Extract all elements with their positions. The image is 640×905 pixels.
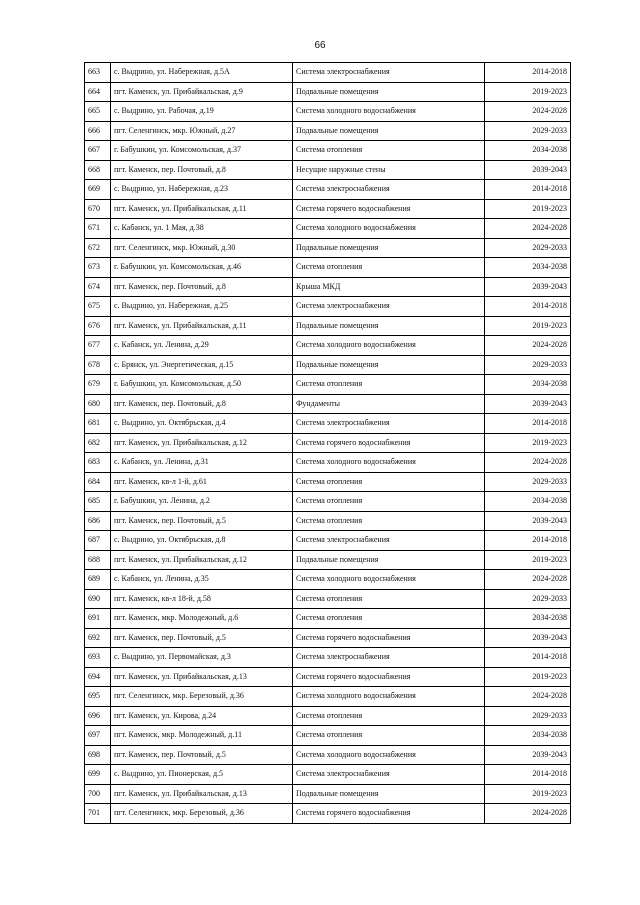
row-number: 673	[85, 258, 111, 278]
row-number: 687	[85, 531, 111, 551]
row-number: 684	[85, 472, 111, 492]
row-period: 2024-2028	[485, 687, 571, 707]
registry-table	[84, 62, 571, 824]
row-address: с. Выдрино, ул. Первомайская, д.3	[111, 648, 293, 668]
row-period: 2039-2043	[485, 277, 571, 297]
row-address: пгт. Каменск, пер. Почтовый, д.5	[111, 628, 293, 648]
table-row	[85, 492, 571, 512]
table-row	[85, 687, 571, 707]
table-body	[85, 63, 571, 824]
row-period: 2034-2038	[485, 375, 571, 395]
row-period: 2034-2038	[485, 726, 571, 746]
row-work-type: Система отопления	[293, 726, 485, 746]
row-work-type: Система холодного водоснабжения	[293, 336, 485, 356]
row-work-type: Система отопления	[293, 472, 485, 492]
row-work-type: Система отопления	[293, 511, 485, 531]
row-number: 697	[85, 726, 111, 746]
row-address: пгт. Селенгинск, мкр. Березовый, д.36	[111, 804, 293, 824]
row-period: 2029-2033	[485, 472, 571, 492]
row-number: 667	[85, 141, 111, 161]
row-number: 694	[85, 667, 111, 687]
row-address: пгт. Каменск, кв-л 18-й, д.58	[111, 589, 293, 609]
table-row	[85, 531, 571, 551]
row-address: с. Кабанск, ул. Ленина, д.29	[111, 336, 293, 356]
row-address: с. Выдрино, ул. Набережная, д.23	[111, 180, 293, 200]
table-row	[85, 570, 571, 590]
row-work-type: Система отопления	[293, 141, 485, 161]
row-work-type: Подвальные помещения	[293, 316, 485, 336]
row-period: 2029-2033	[485, 706, 571, 726]
row-address: с. Выдрино, ул. Октябрьская, д.8	[111, 531, 293, 551]
row-work-type: Система холодного водоснабжения	[293, 687, 485, 707]
row-period: 2029-2033	[485, 589, 571, 609]
row-address: пгт. Каменск, кв-л 1-й, д.61	[111, 472, 293, 492]
row-address: с. Кабанск, ул. Ленина, д.35	[111, 570, 293, 590]
row-address: г. Бабушкин, ул. Комсомольская, д.50	[111, 375, 293, 395]
row-work-type: Система холодного водоснабжения	[293, 745, 485, 765]
row-period: 2019-2023	[485, 667, 571, 687]
row-address: пгт. Каменск, пер. Почтовый, д.5	[111, 745, 293, 765]
table-row	[85, 433, 571, 453]
table-row	[85, 63, 571, 83]
row-period: 2014-2018	[485, 531, 571, 551]
row-number: 675	[85, 297, 111, 317]
row-work-type: Фундаменты	[293, 394, 485, 414]
table-row	[85, 648, 571, 668]
table-row	[85, 180, 571, 200]
table-row	[85, 667, 571, 687]
table-row	[85, 277, 571, 297]
row-number: 674	[85, 277, 111, 297]
row-number: 699	[85, 765, 111, 785]
row-period: 2019-2023	[485, 199, 571, 219]
row-address: пгт. Селенгинск, мкр. Южный, д.27	[111, 121, 293, 141]
row-period: 2034-2038	[485, 258, 571, 278]
row-address: пгт. Каменск, ул. Прибайкальская, д.11	[111, 316, 293, 336]
row-period: 2024-2028	[485, 570, 571, 590]
row-number: 666	[85, 121, 111, 141]
table-row	[85, 102, 571, 122]
table-row	[85, 414, 571, 434]
row-address: пгт. Селенгинск, мкр. Березовый, д.36	[111, 687, 293, 707]
page-number: 66	[314, 40, 326, 51]
row-number: 688	[85, 550, 111, 570]
row-number: 664	[85, 82, 111, 102]
row-period: 2034-2038	[485, 492, 571, 512]
row-work-type: Система отопления	[293, 258, 485, 278]
row-work-type: Система холодного водоснабжения	[293, 570, 485, 590]
row-work-type: Система отопления	[293, 609, 485, 629]
row-address: пгт. Каменск, ул. Кирова, д.24	[111, 706, 293, 726]
row-number: 665	[85, 102, 111, 122]
row-work-type: Подвальные помещения	[293, 82, 485, 102]
row-number: 677	[85, 336, 111, 356]
row-work-type: Система электроснабжения	[293, 414, 485, 434]
row-address: пгт. Каменск, пер. Почтовый, д.5	[111, 511, 293, 531]
row-period: 2039-2043	[485, 394, 571, 414]
row-number: 691	[85, 609, 111, 629]
row-period: 2024-2028	[485, 219, 571, 239]
row-number: 679	[85, 375, 111, 395]
table-row	[85, 394, 571, 414]
row-work-type: Система электроснабжения	[293, 648, 485, 668]
table-row	[85, 375, 571, 395]
row-work-type: Подвальные помещения	[293, 355, 485, 375]
row-address: пгт. Каменск, ул. Прибайкальская, д.11	[111, 199, 293, 219]
row-work-type: Система электроснабжения	[293, 765, 485, 785]
row-number: 689	[85, 570, 111, 590]
row-period: 2029-2033	[485, 121, 571, 141]
row-number: 700	[85, 784, 111, 804]
row-address: пгт. Каменск, пер. Почтовый, д.8	[111, 277, 293, 297]
table-row	[85, 336, 571, 356]
row-address: пгт. Каменск, ул. Прибайкальская, д.12	[111, 550, 293, 570]
row-address: г. Бабушкин, ул. Комсомольская, д.37	[111, 141, 293, 161]
row-work-type: Система отопления	[293, 492, 485, 512]
row-address: г. Бабушкин, ул. Комсомольская, д.46	[111, 258, 293, 278]
row-work-type: Система отопления	[293, 589, 485, 609]
table-row	[85, 355, 571, 375]
table-row	[85, 297, 571, 317]
row-work-type: Система холодного водоснабжения	[293, 453, 485, 473]
row-address: пгт. Каменск, ул. Прибайкальская, д.13	[111, 667, 293, 687]
row-work-type: Система горячего водоснабжения	[293, 804, 485, 824]
row-address: пгт. Каменск, пер. Почтовый, д.8	[111, 394, 293, 414]
row-number: 683	[85, 453, 111, 473]
row-period: 2029-2033	[485, 238, 571, 258]
row-period: 2039-2043	[485, 745, 571, 765]
table-row	[85, 628, 571, 648]
row-period: 2024-2028	[485, 336, 571, 356]
row-address: с. Выдрино, ул. Рабочая, д.19	[111, 102, 293, 122]
table-row	[85, 453, 571, 473]
row-period: 2019-2023	[485, 433, 571, 453]
row-number: 685	[85, 492, 111, 512]
row-work-type: Крыша МКД	[293, 277, 485, 297]
row-number: 696	[85, 706, 111, 726]
row-number: 678	[85, 355, 111, 375]
row-number: 701	[85, 804, 111, 824]
row-period: 2039-2043	[485, 628, 571, 648]
row-period: 2039-2043	[485, 511, 571, 531]
row-work-type: Система электроснабжения	[293, 531, 485, 551]
table-row	[85, 609, 571, 629]
row-work-type: Система холодного водоснабжения	[293, 219, 485, 239]
table-row	[85, 511, 571, 531]
row-work-type: Система отопления	[293, 375, 485, 395]
row-address: с. Выдрино, ул. Октябрьская, д.4	[111, 414, 293, 434]
table-row	[85, 589, 571, 609]
row-period: 2019-2023	[485, 316, 571, 336]
row-address: с. Выдрино, ул. Набережная, д.25	[111, 297, 293, 317]
table-row	[85, 804, 571, 824]
row-number: 693	[85, 648, 111, 668]
row-number: 680	[85, 394, 111, 414]
table-row	[85, 726, 571, 746]
row-work-type: Несущие наружные стены	[293, 160, 485, 180]
row-number: 663	[85, 63, 111, 83]
row-work-type: Подвальные помещения	[293, 121, 485, 141]
row-work-type: Система отопления	[293, 706, 485, 726]
row-number: 670	[85, 199, 111, 219]
table-row	[85, 238, 571, 258]
row-period: 2014-2018	[485, 63, 571, 83]
row-period: 2039-2043	[485, 160, 571, 180]
row-address: пгт. Каменск, ул. Прибайкальская, д.9	[111, 82, 293, 102]
table-row	[85, 706, 571, 726]
row-number: 668	[85, 160, 111, 180]
row-period: 2034-2038	[485, 141, 571, 161]
row-period: 2014-2018	[485, 414, 571, 434]
table-row	[85, 765, 571, 785]
row-number: 692	[85, 628, 111, 648]
row-period: 2024-2028	[485, 102, 571, 122]
row-number: 686	[85, 511, 111, 531]
row-work-type: Система холодного водоснабжения	[293, 102, 485, 122]
row-address: с. Выдрино, ул. Набережная, д.5А	[111, 63, 293, 83]
row-period: 2014-2018	[485, 765, 571, 785]
row-address: с. Выдрино, ул. Пионерская, д.5	[111, 765, 293, 785]
row-number: 698	[85, 745, 111, 765]
row-period: 2019-2023	[485, 82, 571, 102]
row-number: 695	[85, 687, 111, 707]
row-number: 681	[85, 414, 111, 434]
table-row	[85, 160, 571, 180]
table-row	[85, 258, 571, 278]
row-address: с. Кабанск, ул. 1 Мая, д.38	[111, 219, 293, 239]
row-address: пгт. Селенгинск, мкр. Южный, д.30	[111, 238, 293, 258]
row-address: пгт. Каменск, мкр. Молодежный, д.11	[111, 726, 293, 746]
row-work-type: Подвальные помещения	[293, 784, 485, 804]
row-address: пгт. Каменск, ул. Прибайкальская, д.13	[111, 784, 293, 804]
table-row	[85, 472, 571, 492]
table-row	[85, 121, 571, 141]
row-address: г. Бабушкин, ул. Ленина, д.2	[111, 492, 293, 512]
row-period: 2014-2018	[485, 297, 571, 317]
row-period: 2024-2028	[485, 804, 571, 824]
table-row	[85, 316, 571, 336]
row-address: с. Кабанск, ул. Ленина, д.31	[111, 453, 293, 473]
row-period: 2029-2033	[485, 355, 571, 375]
row-work-type: Система горячего водоснабжения	[293, 667, 485, 687]
row-work-type: Система горячего водоснабжения	[293, 199, 485, 219]
row-work-type: Система электроснабжения	[293, 180, 485, 200]
table-row	[85, 199, 571, 219]
row-work-type: Система горячего водоснабжения	[293, 628, 485, 648]
row-work-type: Система горячего водоснабжения	[293, 433, 485, 453]
row-number: 682	[85, 433, 111, 453]
row-period: 2019-2023	[485, 784, 571, 804]
row-period: 2024-2028	[485, 453, 571, 473]
row-work-type: Система электроснабжения	[293, 63, 485, 83]
row-number: 669	[85, 180, 111, 200]
row-address: пгт. Каменск, ул. Прибайкальская, д.12	[111, 433, 293, 453]
table-row	[85, 141, 571, 161]
row-period: 2019-2023	[485, 550, 571, 570]
row-number: 676	[85, 316, 111, 336]
table-row	[85, 82, 571, 102]
row-number: 672	[85, 238, 111, 258]
row-address: с. Брянск, ул. Энергетическая, д.15	[111, 355, 293, 375]
table-row	[85, 219, 571, 239]
row-work-type: Система электроснабжения	[293, 297, 485, 317]
table-row	[85, 550, 571, 570]
row-number: 671	[85, 219, 111, 239]
row-period: 2034-2038	[485, 609, 571, 629]
row-number: 690	[85, 589, 111, 609]
row-work-type: Подвальные помещения	[293, 550, 485, 570]
row-period: 2014-2018	[485, 180, 571, 200]
row-address: пгт. Каменск, пер. Почтовый, д.8	[111, 160, 293, 180]
row-work-type: Подвальные помещения	[293, 238, 485, 258]
table-row	[85, 784, 571, 804]
row-period: 2014-2018	[485, 648, 571, 668]
table-row	[85, 745, 571, 765]
row-address: пгт. Каменск, мкр. Молодежный, д.6	[111, 609, 293, 629]
